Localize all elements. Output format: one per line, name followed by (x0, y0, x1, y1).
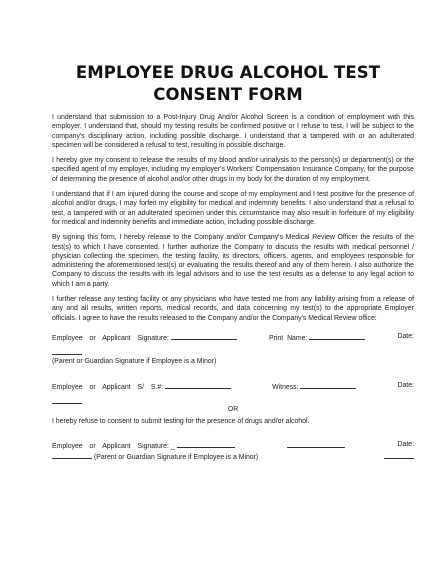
refusal-signature-field-group (52, 440, 235, 451)
date-field-row-1 (52, 347, 414, 355)
date-field-1[interactable] (52, 347, 82, 355)
refusal-statement: I hereby refuse to consent to submit testing for the presence of drugs and/or alcohol. (52, 417, 310, 425)
witness-label: Witness: (272, 383, 299, 391)
employee-ssn-field[interactable] (165, 381, 231, 389)
ssn-field-group (52, 381, 231, 392)
date-field-row-2 (52, 396, 414, 404)
date-label-1: Date: (397, 332, 414, 340)
signature-field-group (52, 332, 237, 343)
form-title: EMPLOYEE DRUG ALCOHOL TEST CONSENT FORM (75, 63, 381, 104)
paragraph-authorization: By signing this form, I hereby release to the Company and/or Company's Medical Review Officer the results of the test(s) to which I have consented. I further authorize the Company to discuss the results with medical personnel / physician collecting the specimen, the testing facility, its directors, officers, agents, and employees responsible for administering the aforementioned test(s) or evaluating the results thereof and any of them herein. I also authorize the Company to discuss the results with its legal advisors and to use the test results as a defense to any legal action to which I am a party. (52, 234, 414, 288)
paragraph-consent-release: I hereby give my consent to release the results of my blood and/or urinalysis to the person(s) or department(s) or the specified agent of my employer, including my employer's Workers' Compensation Insurance Company, for the purpose of determining the presence of alcohol and/or other drugs in my body for the duration of my employment. (52, 157, 414, 183)
witness-field[interactable] (300, 381, 356, 389)
paragraph-condition-of-employment: I understand that submission to a Post-Injury Drug And/or Alcohol Screen is a condition of employment with this employer. I understand that, should my testing results be confirmed positive or I refuse to test, I will be subject to the company's disciplinary action, including possible discharge. I understand that a tampered with or an adulterated specimen will be considered a refusal to test, resulting in possible discharge. (52, 114, 414, 149)
paragraph-liability-release: I further release any testing facility or any physicians who have tested me from any liability arising from a release of any and all results, written reports, medical records, and data concerning my test(s) to the appropriate Employer officials. I agree to have the results released to the Company and/or the Company's Medical Review office: (52, 296, 414, 322)
refusal-signature-field[interactable] (177, 440, 235, 448)
guardian-note-3: (Parent or Guardian Signature if Employee is a Minor) (93, 454, 259, 462)
employee-ssn-label: Employee or Applicant S/ S.#: (52, 383, 164, 391)
employee-signature-field[interactable] (171, 332, 237, 340)
signature-row-1 (52, 332, 414, 343)
refusal-employee-signature-label: Employee or Applicant Signature: (52, 443, 169, 451)
witness-field-group (272, 381, 356, 392)
refusal-print-field[interactable] (287, 440, 345, 448)
guardian-field-group-3 (52, 451, 258, 462)
date-field-3[interactable] (384, 451, 414, 459)
print-name-label: Print Name: (269, 334, 308, 342)
date-label-2: Date: (397, 381, 414, 389)
print-name-field[interactable] (309, 332, 365, 340)
guardian-note-1: (Parent or Guardian Signature if Employee is a Minor) (52, 358, 217, 366)
employee-signature-label: Employee or Applicant Signature: (52, 334, 169, 342)
paragraph-injury-forfeit: I understand that if I am injured during the course and scope of my employment and I test positive for the presence of alcohol and/or drugs, I may forfeit my eligibility for medical and indemnity benefits. I also understand that a refusal to test, a tampered with or an adulterated specimen under this circumstance may also result in forfeiture of my eligibility for medical and indemnity benefits and immediate action, including possible discharge. (52, 191, 414, 226)
print-name-field-group (269, 332, 365, 343)
underscore-mark: _ (170, 443, 175, 451)
guardian-signature-field[interactable] (52, 451, 92, 459)
date-field-2[interactable] (52, 396, 82, 404)
guardian-row-3 (52, 451, 414, 462)
date-label-3: Date: (397, 441, 414, 449)
or-divider: OR (227, 405, 239, 413)
signature-row-2 (52, 381, 414, 392)
signature-row-3 (52, 440, 414, 451)
